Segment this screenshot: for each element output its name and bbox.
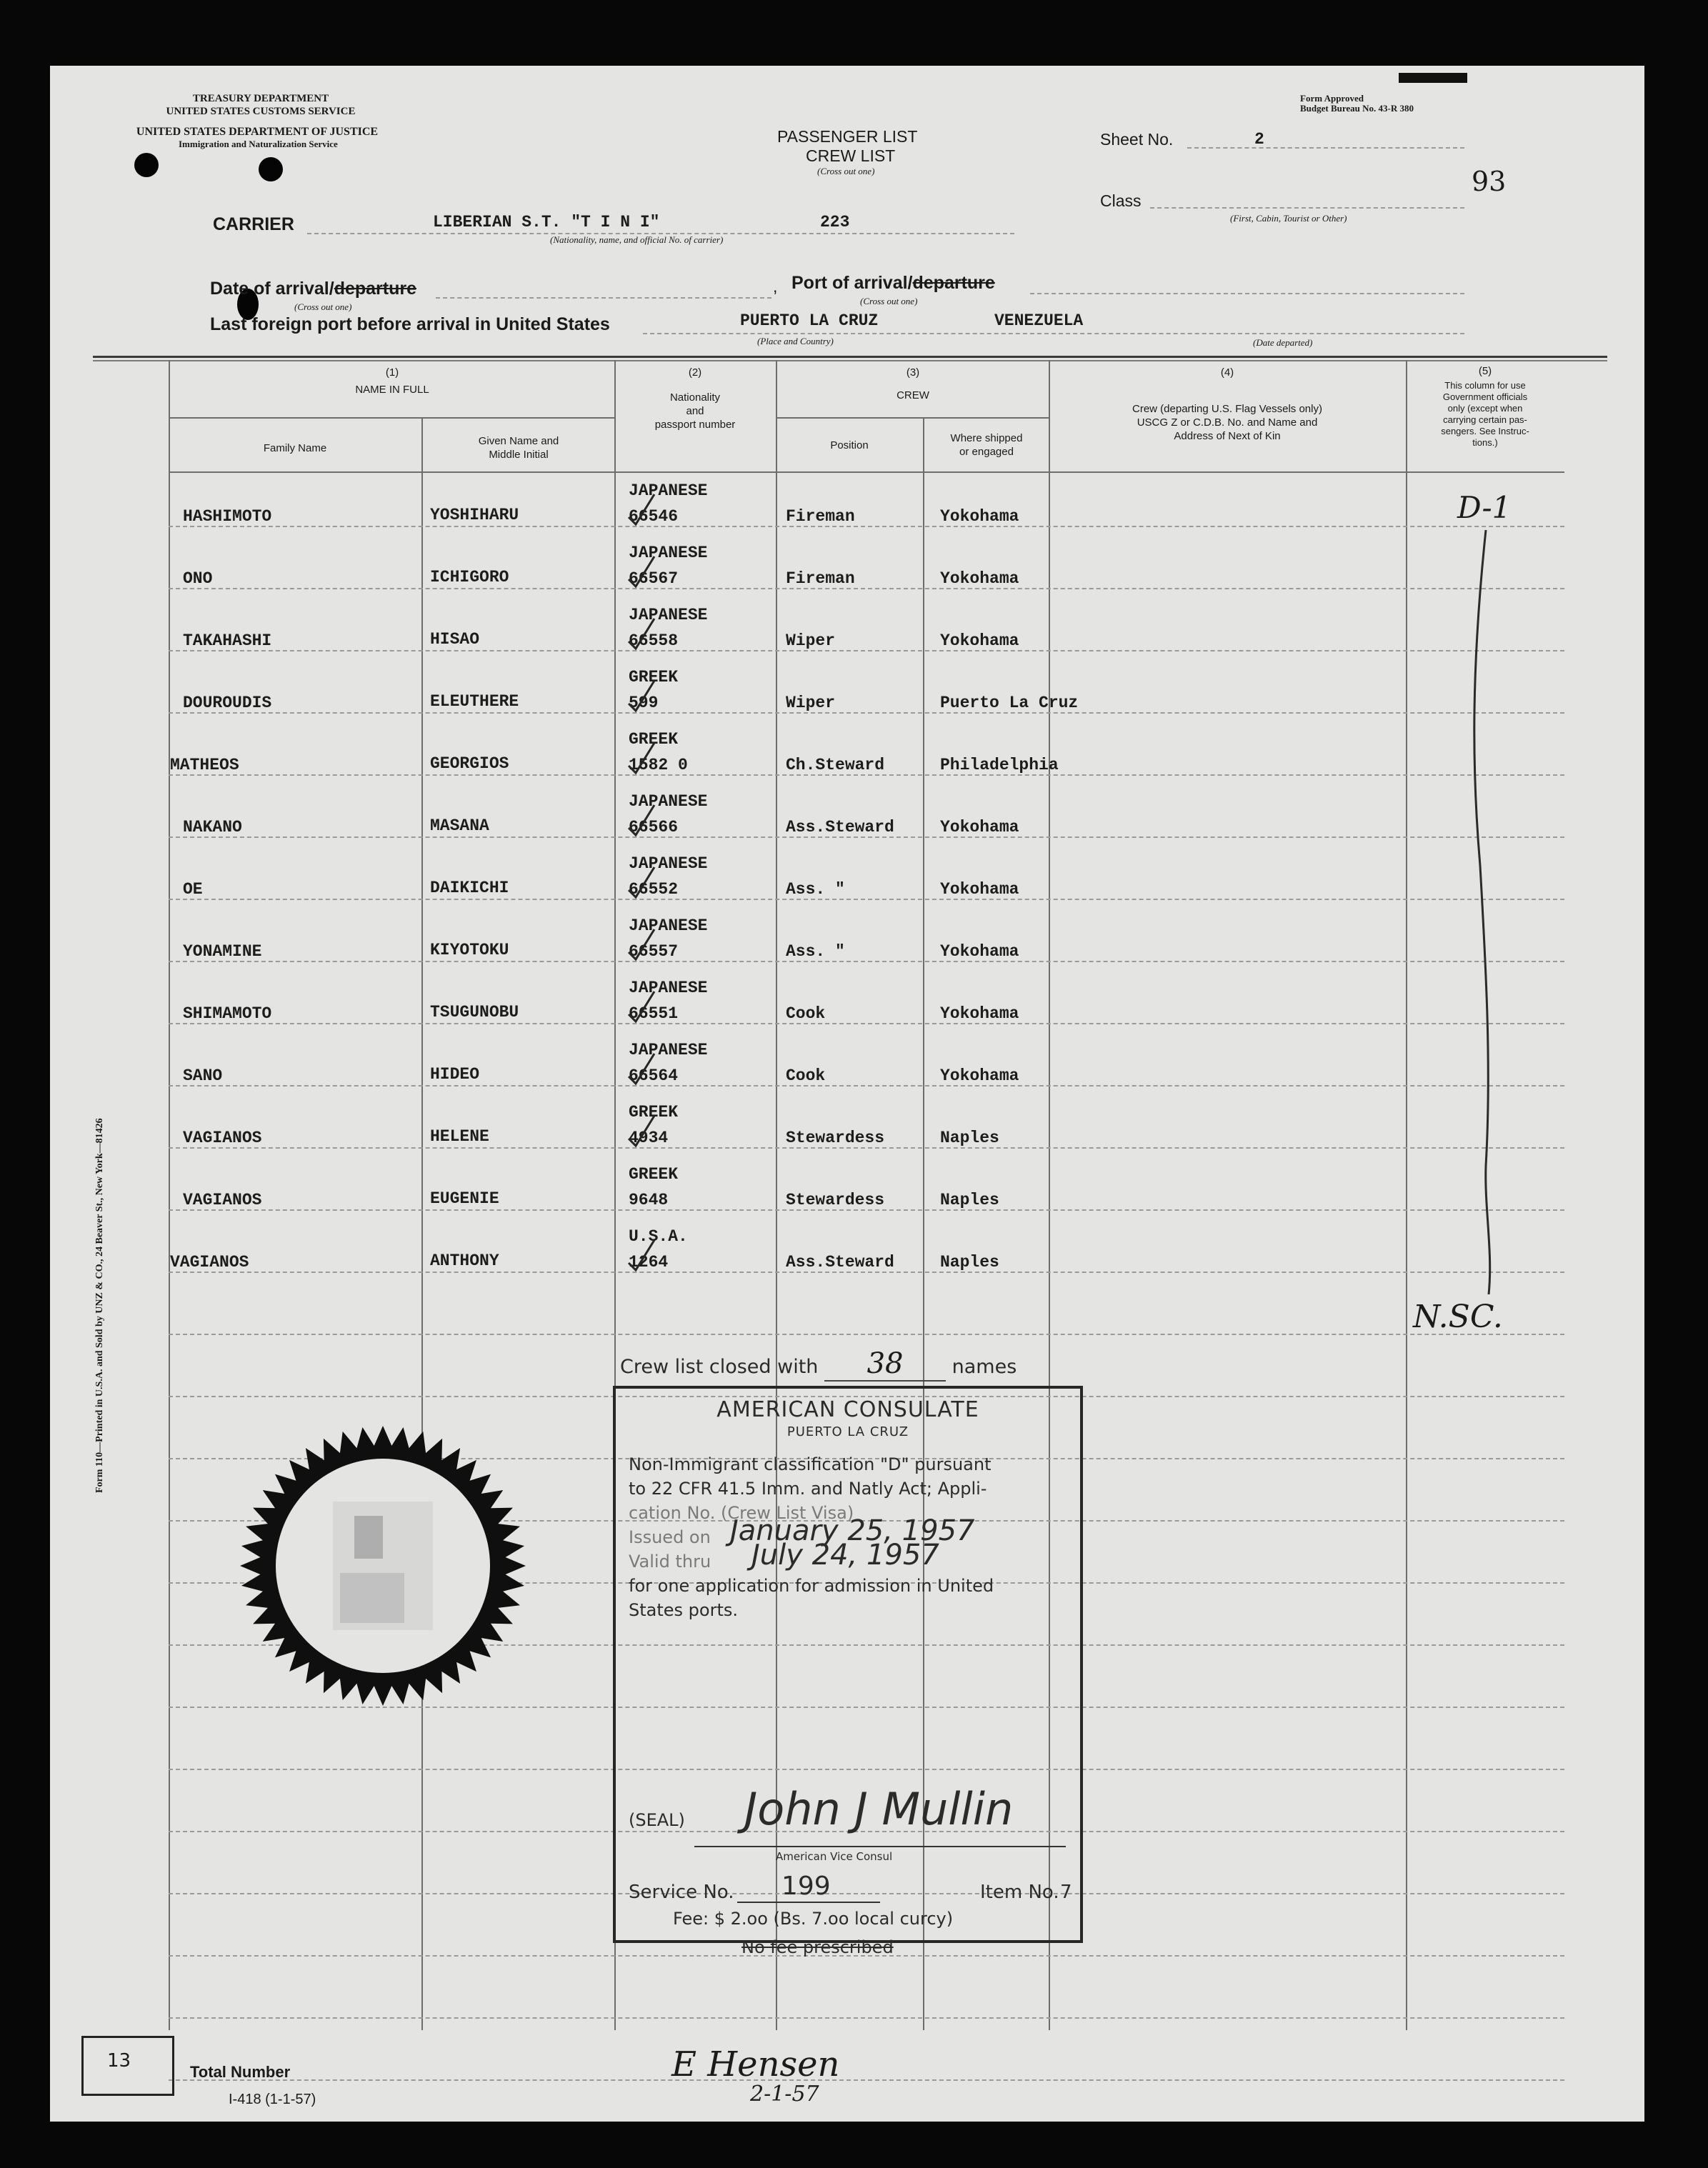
- col-given-name: [421, 434, 616, 461]
- stamp-line-3: cation No. (Crew List Visa): [629, 1503, 854, 1523]
- shipped-cell: Yokohama: [940, 1066, 1019, 1085]
- shipped-cell: Naples: [940, 1253, 999, 1272]
- given-name-cell: ELEUTHERE: [430, 692, 519, 711]
- nationality-cell: GREEK: [629, 668, 679, 686]
- nationality-cell: JAPANESE: [629, 979, 708, 997]
- given-name-cell: HELENE: [430, 1127, 489, 1146]
- row-rule: [169, 588, 1564, 589]
- position-cell: Ass. ": [786, 880, 845, 899]
- side-print: Form 110—Printed in U.S.A. and Sold by UNZ & CO., 24 Beaver St., New York—81426: [94, 1118, 105, 1493]
- subheader-rule-3: [776, 417, 1050, 419]
- passport-cell: 66557: [629, 942, 679, 961]
- item-number: 7: [1060, 1882, 1072, 1903]
- header-bottom-rule: [169, 471, 1564, 473]
- header-ins: Immigration and Naturalization Service: [179, 139, 338, 149]
- given-name-cell: TSUGUNOBU: [430, 1003, 519, 1021]
- total-number-label: Total Number: [190, 2063, 291, 2081]
- item-label: Item No.: [980, 1882, 1059, 1903]
- stamp-line-7: States ports.: [629, 1600, 738, 1620]
- row-rule: [169, 961, 1564, 962]
- row-rule: [169, 1334, 1564, 1335]
- classification-mark: D-1: [1457, 490, 1512, 525]
- position-cell: Ch.Steward: [786, 756, 885, 774]
- crew-closed-line: [620, 1347, 1017, 1382]
- shipped-cell: Naples: [940, 1129, 999, 1147]
- subheader-rule-1: [169, 417, 616, 419]
- given-name-cell: EUGENIE: [430, 1189, 499, 1208]
- row-rule: [169, 2017, 1564, 2019]
- stamp-issued-label: Issued on: [629, 1527, 711, 1547]
- check-mark-icon: [626, 1237, 657, 1273]
- stamp-line-6: for one application for admission in United: [629, 1576, 994, 1596]
- given-name-cell: GEORGIOS: [430, 754, 509, 773]
- check-mark-icon: [626, 740, 657, 776]
- position-cell: Ass.Steward: [786, 1253, 894, 1272]
- shipped-line-2: or engaged: [959, 446, 1014, 458]
- nationality-cell: GREEK: [629, 730, 679, 749]
- position-cell: Wiper: [786, 694, 836, 712]
- position-cell: Fireman: [786, 569, 855, 588]
- position-cell: Stewardess: [786, 1191, 885, 1209]
- col5-line-4: carrying certain pas-: [1443, 414, 1527, 425]
- col4-line-2: USCG Z or C.D.B. No. and Name and: [1137, 416, 1318, 429]
- nationality-cell: JAPANESE: [629, 606, 708, 624]
- col1-title: NAME IN FULL: [355, 384, 429, 396]
- nationality-cell: JAPANESE: [629, 916, 708, 935]
- date-line: [436, 297, 771, 299]
- check-mark-icon: [626, 802, 657, 838]
- table-top-rule: [93, 356, 1607, 358]
- col-position: Position: [830, 439, 869, 451]
- passport-cell: 66558: [629, 631, 679, 650]
- passport-cell: 9648: [629, 1191, 669, 1209]
- col5-line-6: tions.): [1472, 437, 1498, 448]
- check-mark-icon: [626, 926, 657, 962]
- family-name-cell: VAGIANOS: [183, 1191, 262, 1209]
- seal-text: (SEAL): [629, 1810, 685, 1830]
- no-fee-line: No fee prescribed: [741, 1937, 894, 1957]
- cross-out-hint: (Cross out one): [817, 166, 875, 176]
- total-number-value: 13: [107, 2050, 131, 2072]
- col-family-name: Family Name: [263, 442, 327, 454]
- page-mark: 93: [1472, 166, 1507, 197]
- last-port-label: Last foreign port before arrival in United States: [210, 314, 610, 334]
- col2-header: [614, 366, 776, 431]
- check-mark-icon: [626, 1051, 657, 1087]
- passport-cell: 66552: [629, 880, 679, 899]
- passport-cell: 66551: [629, 1004, 679, 1023]
- position-cell: Cook: [786, 1066, 826, 1085]
- col-shipped: [923, 431, 1050, 459]
- port-line: [1030, 293, 1464, 294]
- check-mark-icon: [626, 554, 657, 589]
- stamp-line-2: to 22 CFR 41.5 Imm. and Natly Act; Appli-: [629, 1479, 987, 1499]
- nat-line-1: Nationality: [669, 391, 721, 404]
- position-cell: Ass.Steward: [786, 818, 894, 836]
- stamp-issued-date: January 25, 1957: [730, 1514, 975, 1547]
- family-name-cell: NAKANO: [183, 818, 242, 836]
- nationality-cell: JAPANESE: [629, 792, 708, 811]
- check-mark-icon: [626, 678, 657, 714]
- row-rule: [169, 712, 1564, 714]
- service-line: [737, 1902, 880, 1903]
- passport-cell: 66564: [629, 1066, 679, 1085]
- nsc-mark: N.SC.: [1413, 1299, 1503, 1335]
- date-departed-hint: (Date departed): [1253, 337, 1313, 348]
- row-rule: [169, 526, 1564, 527]
- row-rule: [169, 836, 1564, 838]
- col2-number: (2): [688, 366, 702, 379]
- col5-line-1: This column for use: [1444, 380, 1526, 391]
- inspector-date: 2-1-57: [750, 2082, 819, 2107]
- passport-cell: 66567: [629, 569, 679, 588]
- place-hint: (Place and Country): [757, 336, 834, 346]
- shipped-cell: Philadelphia: [940, 756, 1059, 774]
- family-name-cell: MATHEOS: [170, 756, 239, 774]
- crew-closed-count: 38: [824, 1347, 946, 1382]
- row-rule: [169, 650, 1564, 651]
- crew-closed-suffix: names: [952, 1356, 1017, 1378]
- port-struck-text: departure: [912, 273, 995, 293]
- check-mark-icon: [626, 864, 657, 900]
- sheet-line: [1187, 147, 1464, 149]
- family-name-cell: ONO: [183, 569, 213, 588]
- carrier-value: LIBERIAN S.T. "T I N I": [433, 213, 660, 231]
- shipped-cell: Naples: [940, 1191, 999, 1209]
- col4-line-1: Crew (departing U.S. Flag Vessels only): [1132, 403, 1322, 415]
- sheet-number: 2: [1254, 130, 1264, 149]
- col5-line-3: only (except when: [1447, 403, 1523, 414]
- shipped-cell: Yokohama: [940, 631, 1019, 650]
- col1-number: (1): [385, 366, 399, 379]
- passport-cell: 66566: [629, 818, 679, 836]
- crew-list-title: CREW LIST: [806, 146, 896, 165]
- class-label: Class: [1100, 191, 1142, 210]
- col3-number: (3): [906, 366, 920, 379]
- given-name-cell: ICHIGORO: [430, 568, 509, 586]
- position-cell: Wiper: [786, 631, 836, 650]
- consul-signature: John J Mullin: [744, 1783, 1014, 1835]
- col4-header: [1049, 366, 1406, 443]
- last-port-city: PUERTO LA CRUZ: [740, 311, 879, 330]
- last-port-country: VENEZUELA: [994, 311, 1084, 330]
- header-customs: UNITED STATES CUSTOMS SERVICE: [166, 106, 356, 117]
- given-name-cell: YOSHIHARU: [430, 506, 519, 524]
- family-name-cell: VAGIANOS: [170, 1253, 249, 1272]
- inspector-signature: E Hensen: [671, 2044, 840, 2084]
- nationality-cell: GREEK: [629, 1103, 679, 1122]
- crew-list-sheet: [50, 66, 1644, 2122]
- family-name-cell: OE: [183, 880, 203, 899]
- shipped-cell: Yokohama: [940, 507, 1019, 526]
- col-line-given: [421, 419, 423, 2030]
- date-cross-hint: (Cross out one): [294, 301, 352, 312]
- given-name-cell: DAIKICHI: [430, 879, 509, 897]
- date-of-arrival-label: [210, 279, 416, 299]
- sheet-label: Sheet No.: [1100, 130, 1174, 149]
- date-struck-text: departure: [334, 279, 416, 299]
- col5-line-2: Government officials: [1442, 391, 1528, 402]
- passenger-list-title: PASSENGER LIST: [777, 127, 918, 146]
- stamp-title: AMERICAN CONSULATE: [716, 1397, 979, 1422]
- punch-hole: [134, 153, 159, 177]
- consulate-stamp: [613, 1386, 1083, 1943]
- shipped-cell: Yokohama: [940, 942, 1019, 961]
- shipped-cell: Puerto La Cruz: [940, 694, 1079, 712]
- last-port-line: [643, 333, 1464, 334]
- col5-number: (5): [1478, 365, 1492, 377]
- nationality-cell: JAPANESE: [629, 481, 708, 500]
- date-label-text: Date of arrival/: [210, 279, 334, 299]
- row-rule: [169, 1085, 1564, 1087]
- given-name-cell: KIYOTOKU: [430, 941, 509, 959]
- check-mark-icon: [626, 616, 657, 651]
- port-cross-hint: (Cross out one): [860, 296, 918, 306]
- shipped-cell: Yokohama: [940, 569, 1019, 588]
- position-cell: Ass. ": [786, 942, 845, 961]
- stamp-line-1: Non-Immigrant classification "D" pursuant: [629, 1454, 992, 1474]
- col4-number: (4): [1220, 366, 1234, 379]
- family-name-cell: SHIMAMOTO: [183, 1004, 272, 1023]
- punch-hole: [259, 157, 283, 181]
- passport-cell: 66546: [629, 507, 679, 526]
- row-rule: [169, 1209, 1564, 1211]
- nationality-cell: JAPANESE: [629, 854, 708, 873]
- position-cell: Stewardess: [786, 1129, 885, 1147]
- passport-cell: 1582 0: [629, 756, 688, 774]
- col3-title: CREW: [897, 389, 929, 401]
- nationality-cell: GREEK: [629, 1165, 679, 1184]
- header-treasury: TREASURY DEPARTMENT: [192, 93, 329, 104]
- carrier-label: CARRIER: [213, 214, 294, 234]
- given-name-cell: ANTHONY: [430, 1252, 499, 1270]
- port-of-arrival-label: [791, 273, 995, 294]
- check-mark-icon: [626, 989, 657, 1024]
- given-line-1: Given Name and: [478, 435, 559, 447]
- col-line-gov: [1406, 360, 1407, 2030]
- class-line: [1150, 207, 1464, 209]
- service-label: Service No.: [629, 1882, 734, 1903]
- given-name-cell: MASANA: [430, 816, 489, 835]
- crew-closed-prefix: Crew list closed with: [620, 1356, 819, 1378]
- signature-line: [694, 1846, 1066, 1847]
- row-rule: [169, 1272, 1564, 1273]
- position-cell: Cook: [786, 1004, 826, 1023]
- service-number: 199: [781, 1872, 831, 1901]
- family-name-cell: DOUROUDIS: [183, 694, 272, 712]
- vice-consul-title: American Vice Consul: [776, 1850, 893, 1863]
- family-name-cell: TAKAHASHI: [183, 631, 272, 650]
- col-line-left: [169, 360, 170, 2030]
- table-top-rule-2: [93, 360, 1607, 361]
- given-line-2: Middle Initial: [489, 449, 549, 461]
- carrier-official-number: 223: [820, 213, 850, 231]
- row-rule: [169, 774, 1564, 776]
- nationality-cell: JAPANESE: [629, 544, 708, 562]
- port-label-text: Port of arrival/: [791, 273, 913, 293]
- class-hint: (First, Cabin, Tourist or Other): [1230, 213, 1347, 224]
- passport-cell: 1264: [629, 1253, 669, 1272]
- stamp-valid-label: Valid thru: [629, 1552, 711, 1572]
- header-justice: UNITED STATES DEPARTMENT OF JUSTICE: [136, 126, 379, 138]
- shipped-line-1: Where shipped: [950, 432, 1023, 444]
- check-mark-icon: [626, 1113, 657, 1149]
- shipped-cell: Yokohama: [940, 880, 1019, 899]
- row-rule: [169, 1147, 1564, 1149]
- shipped-cell: Yokohama: [940, 1004, 1019, 1023]
- carrier-hint: (Nationality, name, and official No. of carrier): [550, 234, 724, 245]
- stamp-valid-date: July 24, 1957: [751, 1539, 939, 1572]
- family-name-cell: HASHIMOTO: [183, 507, 272, 526]
- comma: ,: [773, 277, 778, 296]
- stamp-city: PUERTO LA CRUZ: [786, 1424, 909, 1439]
- corner-bar: [1399, 73, 1467, 83]
- col4-line-3: Address of Next of Kin: [1174, 430, 1281, 442]
- form-approved: Form Approved: [1300, 93, 1364, 104]
- row-rule: [169, 899, 1564, 900]
- nationality-cell: U.S.A.: [629, 1227, 688, 1246]
- family-name-cell: YONAMINE: [183, 942, 262, 961]
- nat-line-3: passport number: [654, 419, 736, 431]
- budget-bureau: Budget Bureau No. 43-R 380: [1300, 103, 1414, 114]
- nationality-cell: JAPANESE: [629, 1041, 708, 1059]
- check-mark-icon: [626, 491, 657, 527]
- passport-cell: 4934: [629, 1129, 669, 1147]
- given-name-cell: HISAO: [430, 630, 480, 649]
- form-code: I-418 (1-1-57): [229, 2092, 316, 2107]
- family-name-cell: SANO: [183, 1066, 223, 1085]
- row-rule: [169, 1023, 1564, 1024]
- row-rule: [169, 2079, 1564, 2081]
- given-name-cell: HIDEO: [430, 1065, 480, 1084]
- col5-header: [1406, 366, 1564, 449]
- ditto-bracket-line: [1443, 523, 1529, 1309]
- nat-line-2: and: [686, 405, 704, 417]
- fee-line: Fee: $ 2.oo (Bs. 7.oo local curcy): [673, 1909, 954, 1929]
- passport-cell: 599: [629, 694, 659, 712]
- embossed-seal-mark: [190, 1416, 576, 1716]
- col5-line-5: sengers. See Instruc-: [1441, 426, 1529, 436]
- family-name-cell: VAGIANOS: [183, 1129, 262, 1147]
- shipped-cell: Yokohama: [940, 818, 1019, 836]
- position-cell: Fireman: [786, 507, 855, 526]
